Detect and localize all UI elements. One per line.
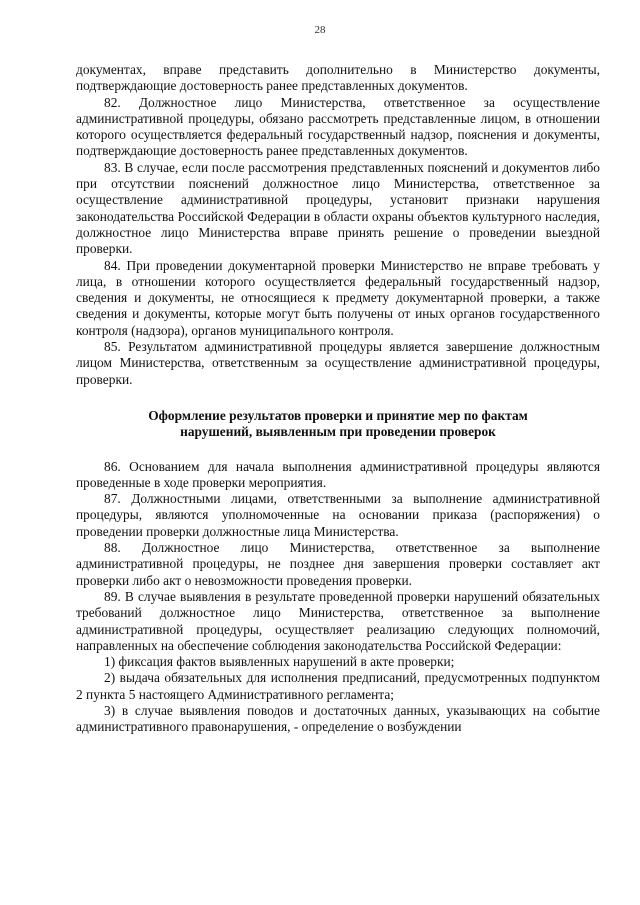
list-item-3: 3) в случае выявления поводов и достаточных данных, указывающих на событие административного правонарушения, - определение о возбуждении: [76, 702, 600, 735]
paragraph-86: 86. Основанием для начала выполнения административной процедуры являются проведенные в ходе проверки мероприятия.: [76, 458, 600, 490]
page-number: 28: [314, 24, 326, 36]
paragraph-continuation: документах, вправе представить дополнительно в Министерство документы, подтверждающие достоверность ранее представленных документов.: [76, 62, 600, 94]
list-item-2: 2) выдача обязательных для исполнения предписаний, предусмотренных подпунктом 2 пункта 5 настоящего Административного регламента;: [76, 670, 600, 702]
paragraph-84: 84. При проведении документарной проверки Министерство не вправе требовать у лица, в отношении которого осуществляется федеральный государственный надзор, сведения и документы, не относящиеся к предмету документарной проверки, а также сведения и документы, которые могут быть получены от иных органов государственного контроля (надзора), органов муниципального контроля.: [76, 257, 600, 338]
paragraph-89: 89. В случае выявления в результате проведенной проверки нарушений обязательных требований должностное лицо Министерства, ответственное за выполнение административной процедуры, осуществляет реализацию следующих полномочий, направленных на обеспечение соблюдения законодательства Российской Федерации:: [76, 588, 600, 653]
paragraph-88: 88. Должностное лицо Министерства, ответственное за выполнение административной процедуры, не позднее дня завершения проверки составляет акт проверки либо акт о невозможности проведения проверки.: [76, 540, 600, 588]
paragraph-83: 83. В случае, если после рассмотрения представленных пояснений и документов либо при отсутствии пояснений должностное лицо Министерства, ответственное за осуществление административной процедуры, установит признаки нарушения законодательства Российской Федерации в области охраны объектов культурного наследия, должностное лицо Министерства вправе принять решение о проведении выездной проверки.: [76, 159, 600, 257]
paragraph-85: 85. Результатом административной процедуры является завершение должностным лицом Министерства, ответственным за осуществление административной процедуры, проверки.: [76, 339, 600, 387]
section-heading-line-2: нарушений, выявленным при проведении проверок: [180, 424, 496, 440]
section-heading: [76, 408, 600, 441]
document-body: [76, 62, 600, 736]
paragraph-87: 87. Должностными лицами, ответственными за выполнение административной процедуры, являются уполномоченные на основании приказа (распоряжения) о проведении проверки должностные лица Министерства.: [76, 491, 600, 539]
list-item-1: 1) фиксация фактов выявленных нарушений в акте проверки;: [104, 654, 455, 670]
paragraph-82: 82. Должностное лицо Министерства, ответственное за осуществление административной процедуры, обязано рассмотреть представленные лицом, в отношении которого осуществляется федеральный государственный надзор, пояснения и документы, подтверждающие достоверность ранее представленных документов.: [76, 94, 600, 159]
section-heading-line-1: Оформление результатов проверки и принятие мер по фактам: [148, 407, 528, 423]
